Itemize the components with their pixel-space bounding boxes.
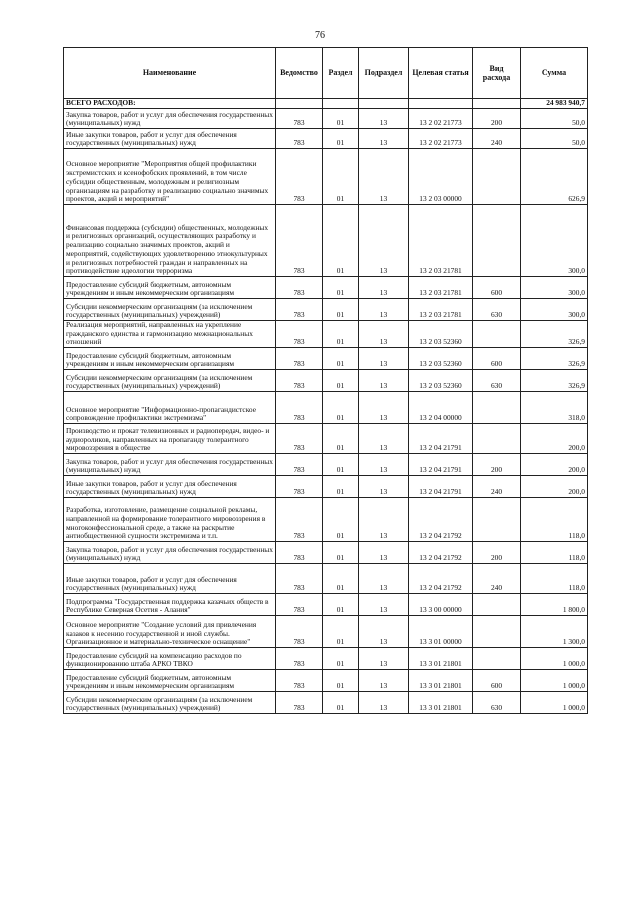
cell-podrazdel: 13 <box>359 616 409 648</box>
table-row <box>64 692 588 714</box>
cell-ved: 783 <box>276 670 323 692</box>
cell-ved: 783 <box>276 321 323 348</box>
table-row <box>64 129 588 149</box>
cell-name: Разработка, изготовление, размещение социальной рекламы, направленной на формирование толерантного мировоззрения в многоконфессиональной среде, а также на раскрытие антиобщественной сущности экстремизма и т.п. <box>64 498 276 542</box>
cell-razdel: 01 <box>323 129 359 149</box>
cell-podrazdel: 13 <box>359 348 409 370</box>
cell-vid <box>473 321 521 348</box>
cell-vid: 240 <box>473 476 521 498</box>
cell-sum: 50,0 <box>521 129 588 149</box>
cell-razdel: 01 <box>323 370 359 392</box>
cell-sum: 1 000,0 <box>521 648 588 670</box>
cell-podrazdel: 13 <box>359 542 409 564</box>
cell-vid: 200 <box>473 454 521 476</box>
cell-vid <box>473 594 521 616</box>
header-sum: Сумма <box>521 48 588 99</box>
cell-statya: 13 2 02 21773 <box>409 129 473 149</box>
cell-razdel: 01 <box>323 594 359 616</box>
cell-name: Основное мероприятие "Информационно-пропагандистское сопровождение профилактики экстремизма" <box>64 392 276 424</box>
cell-podrazdel: 13 <box>359 594 409 616</box>
cell-statya: 13 2 03 52360 <box>409 348 473 370</box>
cell-razdel: 01 <box>323 476 359 498</box>
cell-name: Финансовая поддержка (субсидии) общественных, молодежных и религиозных организаций, осуществляющих разработку и реализацию социально значимых проектов, акций и мероприятий, содействующих удовлетворению этнокультурных и религиозных потребностей граждан и направленных на противодействие идеологии терроризма <box>64 205 276 277</box>
cell-vid: 600 <box>473 670 521 692</box>
cell-name: Предоставление субсидий бюджетным, автономным учреждениям и иным некоммерческим организациям <box>64 348 276 370</box>
cell-statya: 13 2 04 21791 <box>409 454 473 476</box>
cell-sum: 1 000,0 <box>521 692 588 714</box>
table-row <box>64 616 588 648</box>
cell-vid: 600 <box>473 277 521 299</box>
cell-name: Предоставление субсидий бюджетным, автономным учреждениям и иным некоммерческим организациям <box>64 277 276 299</box>
cell-ved: 783 <box>276 392 323 424</box>
cell-podrazdel: 13 <box>359 129 409 149</box>
page-number: 76 <box>315 30 325 41</box>
cell-name: Реализация мероприятий, направленных на укрепление гражданского единства и гармонизацию межнациональных отношений <box>64 321 276 348</box>
cell-statya: 13 2 03 21781 <box>409 205 473 277</box>
cell-statya: 13 3 01 00000 <box>409 616 473 648</box>
cell-ved: 783 <box>276 277 323 299</box>
cell-podrazdel: 13 <box>359 476 409 498</box>
cell-sum: 326,9 <box>521 370 588 392</box>
cell-sum: 1 000,0 <box>521 670 588 692</box>
cell-ved: 783 <box>276 498 323 542</box>
cell-sum: 318,0 <box>521 392 588 424</box>
cell-razdel: 01 <box>323 692 359 714</box>
table-row <box>64 321 588 348</box>
cell-sum: 1 800,0 <box>521 594 588 616</box>
cell-ved: 783 <box>276 299 323 321</box>
cell-name: Основное мероприятие "Создание условий для привлечения казаков к несению государственной и иной службы. Организационное и материально-техническое оснащение" <box>64 616 276 648</box>
header-vid: Вид расхода <box>473 48 521 99</box>
cell-podrazdel: 13 <box>359 454 409 476</box>
cell-sum: 200,0 <box>521 476 588 498</box>
cell-sum: 50,0 <box>521 109 588 129</box>
cell-name: Иные закупки товаров, работ и услуг для обеспечения государственных (муниципальных) нужд <box>64 476 276 498</box>
table-row <box>64 277 588 299</box>
cell-ved: 783 <box>276 205 323 277</box>
table-row <box>64 542 588 564</box>
cell-sum: 326,9 <box>521 321 588 348</box>
header-name: Наименование <box>64 48 276 99</box>
cell-name: Предоставление субсидий бюджетным, автономным учреждениям и иным некоммерческим организациям <box>64 670 276 692</box>
cell-podrazdel: 13 <box>359 648 409 670</box>
cell-podrazdel: 13 <box>359 370 409 392</box>
header-ved: Ведомство <box>276 48 323 99</box>
cell-statya: 13 2 04 21792 <box>409 498 473 542</box>
cell-ved: 783 <box>276 424 323 454</box>
cell-name: Субсидии некоммерческим организациям (за исключением государственных (муниципальных) учреждений) <box>64 692 276 714</box>
cell-razdel: 01 <box>323 542 359 564</box>
cell-ved: 783 <box>276 648 323 670</box>
cell-name: Иные закупки товаров, работ и услуг для обеспечения государственных (муниципальных) нужд <box>64 129 276 149</box>
header-razdel: Раздел <box>323 48 359 99</box>
total-row <box>64 99 588 109</box>
cell-podrazdel: 13 <box>359 498 409 542</box>
total-label: ВСЕГО РАСХОДОВ: <box>64 99 276 109</box>
table-row <box>64 476 588 498</box>
cell-vid: 630 <box>473 299 521 321</box>
cell-sum: 118,0 <box>521 564 588 594</box>
cell-name: Закупка товаров, работ и услуг для обеспечения государственных (муниципальных) нужд <box>64 109 276 129</box>
cell-razdel: 01 <box>323 321 359 348</box>
cell-statya: 13 3 00 00000 <box>409 594 473 616</box>
cell-vid <box>473 498 521 542</box>
cell-sum: 118,0 <box>521 498 588 542</box>
cell-statya: 13 2 04 21791 <box>409 476 473 498</box>
cell-vid <box>473 392 521 424</box>
cell-sum: 200,0 <box>521 424 588 454</box>
header-podrazdel: Подраздел <box>359 48 409 99</box>
cell-name: Основное мероприятие "Мероприятия общей профилактики экстремистских и ксенофобских проявлений, в том числе субсидии общественным, молодежным и религиозным организациям на разработку и реализацию социально значимых проектов, акций и мероприятий" <box>64 149 276 205</box>
cell-sum: 118,0 <box>521 542 588 564</box>
cell-vid: 630 <box>473 692 521 714</box>
cell-vid: 200 <box>473 542 521 564</box>
cell-razdel: 01 <box>323 109 359 129</box>
cell-statya: 13 2 03 21781 <box>409 277 473 299</box>
cell-ved: 783 <box>276 594 323 616</box>
cell-podrazdel: 13 <box>359 670 409 692</box>
cell-vid: 240 <box>473 564 521 594</box>
cell-vid: 200 <box>473 109 521 129</box>
header-statya: Целевая статья <box>409 48 473 99</box>
cell-sum: 300,0 <box>521 205 588 277</box>
cell-razdel: 01 <box>323 149 359 205</box>
cell-name: Предоставление субсидий на компенсацию расходов по функционированию штаба АРКО ТВКО <box>64 648 276 670</box>
cell-name: Субсидии некоммерческим организациям (за исключением государственных (муниципальных) учреждений) <box>64 370 276 392</box>
cell-statya: 13 3 01 21801 <box>409 670 473 692</box>
cell-statya: 13 3 01 21801 <box>409 692 473 714</box>
cell-ved: 783 <box>276 564 323 594</box>
cell-razdel: 01 <box>323 348 359 370</box>
cell-sum: 1 300,0 <box>521 616 588 648</box>
cell-statya: 13 2 02 21773 <box>409 109 473 129</box>
cell-podrazdel: 13 <box>359 392 409 424</box>
table-row <box>64 454 588 476</box>
cell-statya: 13 2 03 21781 <box>409 299 473 321</box>
table-row <box>64 205 588 277</box>
cell-razdel: 01 <box>323 564 359 594</box>
table-row <box>64 370 588 392</box>
cell-statya: 13 2 03 00000 <box>409 149 473 205</box>
cell-ved: 783 <box>276 616 323 648</box>
header-row <box>64 48 588 99</box>
cell-name: Подпрограмма "Государственная поддержка казачьих обществ в Республике Северная Осетия - Алания" <box>64 594 276 616</box>
cell-razdel: 01 <box>323 392 359 424</box>
table-row <box>64 594 588 616</box>
cell-podrazdel: 13 <box>359 424 409 454</box>
cell-ved: 783 <box>276 692 323 714</box>
cell-podrazdel: 13 <box>359 299 409 321</box>
cell-sum: 200,0 <box>521 454 588 476</box>
table-row <box>64 348 588 370</box>
cell-ved: 783 <box>276 476 323 498</box>
cell-statya: 13 2 03 52360 <box>409 370 473 392</box>
table-row <box>64 670 588 692</box>
cell-razdel: 01 <box>323 299 359 321</box>
cell-vid <box>473 616 521 648</box>
cell-vid: 600 <box>473 348 521 370</box>
cell-ved: 783 <box>276 109 323 129</box>
cell-name: Закупка товаров, работ и услуг для обеспечения государственных (муниципальных) нужд <box>64 542 276 564</box>
cell-name: Иные закупки товаров, работ и услуг для обеспечения государственных (муниципальных) нужд <box>64 564 276 594</box>
cell-ved: 783 <box>276 348 323 370</box>
cell-vid: 630 <box>473 370 521 392</box>
cell-ved: 783 <box>276 454 323 476</box>
cell-name: Субсидии некоммерческим организациям (за исключением государственных (муниципальных) учреждений) <box>64 299 276 321</box>
cell-razdel: 01 <box>323 424 359 454</box>
cell-ved: 783 <box>276 542 323 564</box>
table-row <box>64 424 588 454</box>
cell-razdel: 01 <box>323 670 359 692</box>
total-sum: 24 983 940,7 <box>521 99 588 109</box>
cell-podrazdel: 13 <box>359 692 409 714</box>
cell-sum: 326,9 <box>521 348 588 370</box>
table-row <box>64 109 588 129</box>
cell-razdel: 01 <box>323 205 359 277</box>
cell-name: Закупка товаров, работ и услуг для обеспечения государственных (муниципальных) нужд <box>64 454 276 476</box>
cell-statya: 13 2 04 21792 <box>409 564 473 594</box>
cell-podrazdel: 13 <box>359 205 409 277</box>
cell-ved: 783 <box>276 149 323 205</box>
budget-table <box>63 47 588 714</box>
cell-podrazdel: 13 <box>359 149 409 205</box>
cell-statya: 13 3 01 21801 <box>409 648 473 670</box>
cell-vid <box>473 424 521 454</box>
cell-vid: 240 <box>473 129 521 149</box>
table-row <box>64 564 588 594</box>
cell-statya: 13 2 03 52360 <box>409 321 473 348</box>
table-row <box>64 498 588 542</box>
cell-razdel: 01 <box>323 277 359 299</box>
cell-vid <box>473 205 521 277</box>
cell-statya: 13 2 04 21792 <box>409 542 473 564</box>
cell-vid <box>473 648 521 670</box>
cell-sum: 300,0 <box>521 277 588 299</box>
cell-podrazdel: 13 <box>359 564 409 594</box>
cell-razdel: 01 <box>323 454 359 476</box>
table-row <box>64 299 588 321</box>
cell-podrazdel: 13 <box>359 277 409 299</box>
cell-razdel: 01 <box>323 616 359 648</box>
table-row <box>64 648 588 670</box>
cell-razdel: 01 <box>323 648 359 670</box>
cell-ved: 783 <box>276 129 323 149</box>
cell-sum: 300,0 <box>521 299 588 321</box>
table-row <box>64 149 588 205</box>
cell-vid <box>473 149 521 205</box>
cell-statya: 13 2 04 21791 <box>409 424 473 454</box>
cell-podrazdel: 13 <box>359 109 409 129</box>
cell-sum: 626,9 <box>521 149 588 205</box>
cell-statya: 13 2 04 00000 <box>409 392 473 424</box>
cell-ved: 783 <box>276 370 323 392</box>
cell-razdel: 01 <box>323 498 359 542</box>
cell-podrazdel: 13 <box>359 321 409 348</box>
table-row <box>64 392 588 424</box>
cell-name: Производство и прокат телевизионных и радиопередач, видео- и аудиороликов, направленных на пропаганду толерантного мировоззрения в обществе <box>64 424 276 454</box>
